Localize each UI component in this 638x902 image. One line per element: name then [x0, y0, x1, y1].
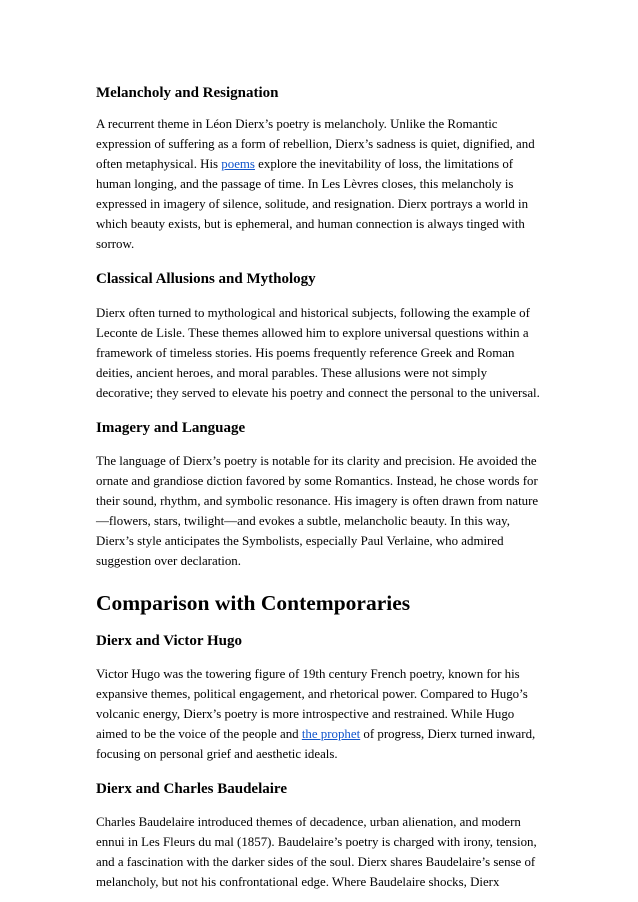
text-line: volcanic energy, Dierx’s poetry is more introspective and restrained. While Hugo: [96, 707, 515, 721]
text-segment: of progress, Dierx turned inward,: [360, 727, 536, 741]
text-line: Charles Baudelaire introduced themes of decadence, urban alienation, and modern: [96, 815, 521, 829]
text-line: deities, ancient heroes, and moral parables. These allusions were not simply: [96, 366, 488, 380]
text-line: ornate and grandiose diction favored by some Romantics. Instead, he chose words for: [96, 474, 538, 488]
text-line: The language of Dierx’s poetry is notable for its clarity and precision. He avoided the: [96, 454, 537, 468]
text-line: focusing on personal grief and aesthetic ideals.: [96, 747, 338, 761]
section-heading-hugo: Dierx and Victor Hugo: [96, 633, 242, 649]
section-heading-classical: Classical Allusions and Mythology: [96, 271, 316, 287]
paragraph-melancholy: [96, 114, 544, 254]
text-segment: often metaphysical. His: [96, 157, 222, 171]
text-line: framework of timeless stories. His poems frequently reference Greek and Roman: [96, 346, 515, 360]
text-segment: explore the inevitability of loss, the limitations of: [254, 157, 514, 171]
text-line: decorative; they served to elevate his poetry and connect the personal to the universal.: [96, 386, 540, 400]
text-line: melancholy, but not his confrontational edge. Where Baudelaire shocks, Dierx: [96, 875, 500, 889]
text-line: A recurrent theme in Léon Dierx’s poetry is melancholy. Unlike the Romantic: [96, 117, 498, 131]
text-line: [96, 154, 544, 174]
text-line: [96, 724, 544, 744]
text-line: which beauty exists, but is ephemeral, and human connection is always tinged with: [96, 217, 525, 231]
text-line: their sound, rhythm, and symbolic resonance. His imagery is often drawn from nature: [96, 494, 539, 508]
paragraph-classical: [96, 303, 544, 403]
text-line: Leconte de Lisle. These themes allowed him to explore universal questions within a: [96, 326, 529, 340]
the-prophet-link[interactable]: the prophet: [301, 727, 361, 741]
document-page: [96, 83, 544, 892]
section-heading-imagery: Imagery and Language: [96, 420, 246, 436]
text-line: and a fascination with the darker sides of the soul. Dierx shares Baudelaire’s sense of: [96, 855, 536, 869]
section-heading-baudelaire: Dierx and Charles Baudelaire: [96, 781, 287, 797]
text-line: expansive themes, political engagement, and rhetorical power. Compared to Hugo’s: [96, 687, 528, 701]
text-line: human longing, and the passage of time. In Les Lèvres closes, this melancholy is: [96, 177, 514, 191]
paragraph-baudelaire: [96, 812, 544, 892]
text-line: Dierx often turned to mythological and historical subjects, following the example of: [96, 306, 530, 320]
text-line: Dierx’s style anticipates the Symbolists, especially Paul Verlaine, who admired: [96, 534, 504, 548]
text-line: ennui in Les Fleurs du mal (1857). Baudelaire’s poetry is charged with irony, tension,: [96, 835, 537, 849]
section-heading-comparison: Comparison with Contemporaries: [96, 591, 411, 615]
paragraph-hugo: [96, 664, 544, 764]
text-line: expression of suffering as a form of rebellion, Dierx’s sadness is quiet, dignified, and: [96, 137, 535, 151]
paragraph-imagery: [96, 451, 544, 571]
section-heading-melancholy: Melancholy and Resignation: [96, 85, 279, 101]
text-segment: aimed to be the voice of the people and: [96, 727, 302, 741]
poems-link[interactable]: poems: [221, 157, 255, 171]
text-line: suggestion over declaration.: [96, 554, 241, 568]
text-line: expressed in imagery of silence, solitude, and resignation. Dierx portrays a world in: [96, 197, 529, 211]
text-line: sorrow.: [96, 237, 135, 251]
text-line: —flowers, stars, twilight—and evokes a subtle, melancholic beauty. In this way,: [96, 514, 510, 528]
text-line: Victor Hugo was the towering figure of 19th century French poetry, known for his: [96, 667, 520, 681]
